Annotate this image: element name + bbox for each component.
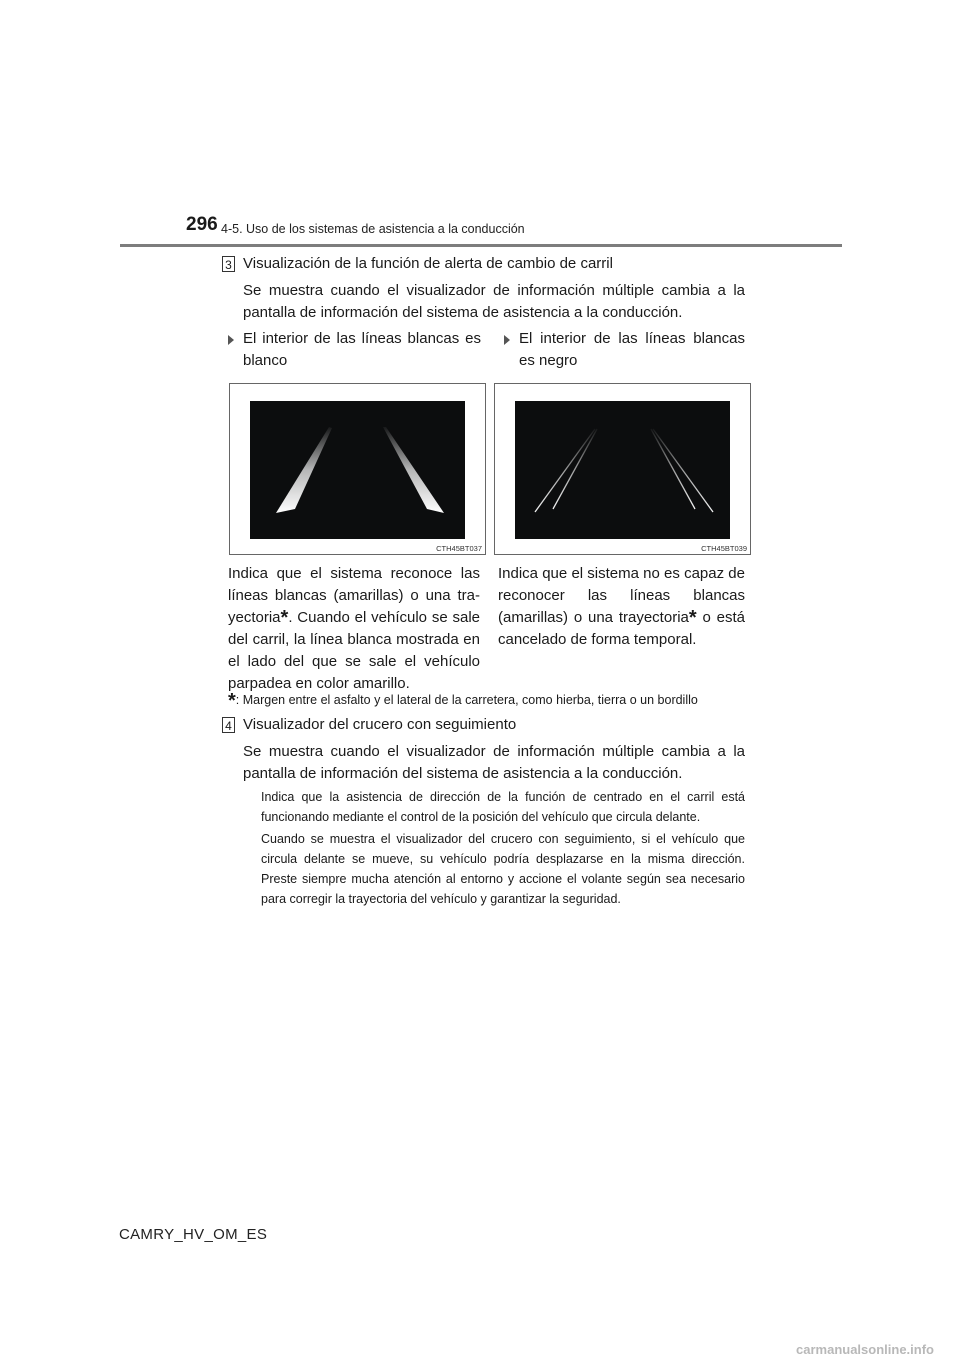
section-title: 4-5. Uso de los sistemas de asistencia a la conducción <box>221 222 525 236</box>
right-caption <box>498 563 745 651</box>
left-bullet-text: El interior de las líneas blancas es blanco <box>243 330 481 369</box>
footnote-asterisk: * <box>228 690 236 712</box>
item-4-note-2: Cuando se muestra el visualizador del crucero con seguimiento, si el vehículo que circula delante se mueve, su vehículo podría desplazarse en la misma dirección. Preste siempre mucha atención al entorno y accione el volante según sea necesario para corregir la trayectoria del vehículo y garantizar la seguridad. <box>261 832 745 906</box>
footnote-text: : Margen entre el asfalto y el lateral de la carretera, como hierba, tierra o un bordillo <box>235 693 698 707</box>
right-caption-part1: Indica que el sistema no es capaz de reconocer las líneas blancas (amarillas) o una trayectoria <box>498 565 745 626</box>
lane-display-white-image <box>229 383 486 555</box>
left-lane-edge-outer <box>535 429 595 512</box>
left-lane-edge-inner <box>553 429 597 509</box>
right-caption-part2: o está cancelado de forma temporal. <box>498 609 746 648</box>
display-screen <box>515 401 730 539</box>
left-lane-line <box>276 427 332 513</box>
left-caption-part1: Indica que el sistema reconoce las líneas blancas (amarillas) o una tra-yectoria <box>228 565 480 626</box>
right-bullet-text: El interior de las líneas blancas es negro <box>519 330 745 369</box>
image-code: CTH45BT039 <box>701 544 747 553</box>
page-number: 296 <box>186 214 218 235</box>
asterisk-mark: * <box>280 607 289 629</box>
image-code: CTH45BT037 <box>436 544 482 553</box>
document-code: CAMRY_HV_OM_ES <box>119 1226 268 1243</box>
item-4-text: Se muestra cuando el visualizador de información múltiple cambia a la pantalla de información del sistema de asistencia a la conducción. <box>243 743 745 782</box>
right-lane-edge-outer <box>653 429 713 512</box>
header-divider <box>120 244 842 247</box>
bullet-arrow-icon <box>228 335 234 345</box>
asterisk-mark: * <box>688 607 697 629</box>
item-4-badge: 4 <box>222 717 235 733</box>
item-4-heading: Visualizador del crucero con seguimiento <box>243 716 517 733</box>
left-caption-part2: . Cuando el vehículo se sale del carril, la línea blanca mostrada en el lado del que se sale el vehículo parpadea en color amarillo. <box>228 609 480 692</box>
left-caption <box>228 563 480 695</box>
bullet-arrow-icon <box>504 335 510 345</box>
right-lane-line <box>383 427 444 513</box>
watermark: carmanualsonline.info <box>796 1342 934 1357</box>
lane-display-black-image <box>494 383 751 555</box>
right-lane-edge-inner <box>651 429 695 509</box>
outlined-lane-lines-illustration <box>515 401 730 539</box>
item-3-text: Se muestra cuando el visualizador de información múltiple cambia a la pantalla de información del sistema de asistencia a la conducción. <box>243 282 745 321</box>
item-3-heading: Visualización de la función de alerta de cambio de carril <box>243 255 613 272</box>
white-lane-lines-illustration <box>250 401 465 539</box>
item-3-badge: 3 <box>222 256 235 272</box>
footnote <box>228 690 698 713</box>
display-screen <box>250 401 465 539</box>
item-4-note-1: Indica que la asistencia de dirección de la función de centrado en el carril está funcionando mediante el control de la posición del vehículo que circula delante. <box>261 790 745 824</box>
